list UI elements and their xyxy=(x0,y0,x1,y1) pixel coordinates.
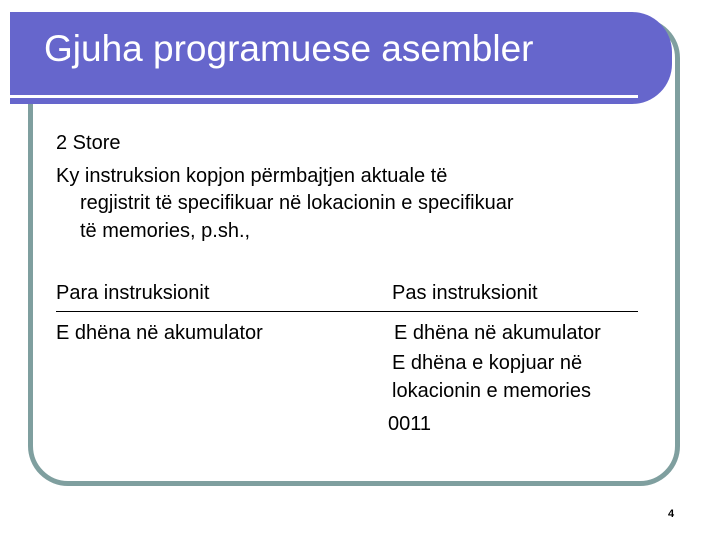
before-column-header: Para instruksionit xyxy=(56,282,210,304)
slide-title: Gjuha programuese asembler xyxy=(44,28,534,69)
after-column-header: Pas instruksionit xyxy=(392,282,538,304)
after-value-line: E dhëna e kopjuar në xyxy=(392,352,583,374)
description-line: Ky instruksion kopjon përmbajtjen aktuale të xyxy=(56,165,448,187)
after-value-line: lokacionin e memories xyxy=(392,380,591,402)
after-value-line: E dhëna në akumulator xyxy=(394,322,601,344)
before-value: E dhëna në akumulator xyxy=(56,322,263,344)
description-line: të memories, p.sh., xyxy=(80,220,251,242)
title-underline xyxy=(10,95,638,98)
description-line: regjistrit të specifikuar në lokacionin e specifikuar xyxy=(80,192,514,214)
page-number: 4 xyxy=(668,508,675,520)
section-heading: 2 Store xyxy=(56,132,121,154)
table-divider xyxy=(56,311,638,312)
after-value-line: 0011 xyxy=(388,413,432,435)
